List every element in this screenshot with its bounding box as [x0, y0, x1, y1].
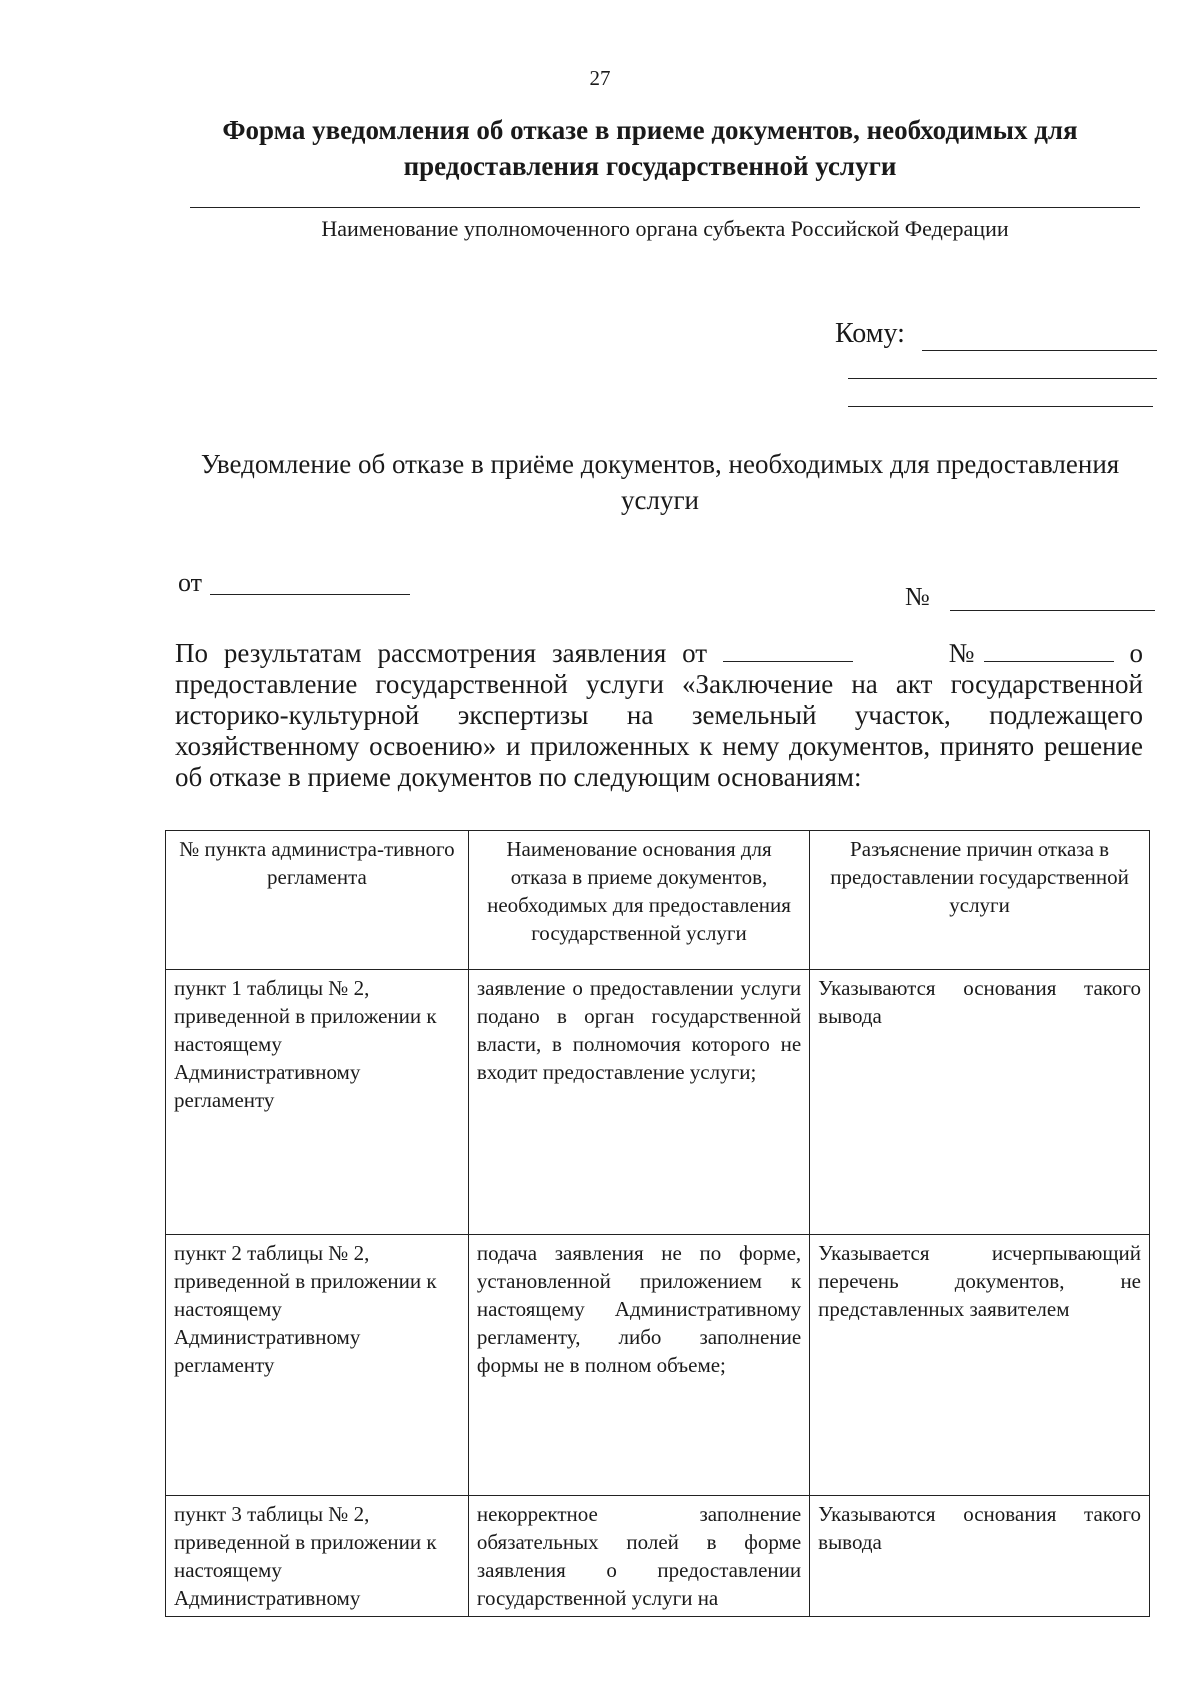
body-text-part-2: №: [948, 638, 984, 668]
notice-date-line: [210, 594, 410, 595]
notice-title: Уведомление об отказе в приёме документов, необходимых для предоставления услуги: [200, 449, 1120, 515]
org-name-caption: Наименование уполномоченного органа субъекта Российской Федерации: [321, 216, 1009, 241]
cell-point: пункт 1 таблицы № 2, приведенной в приложении к настоящему Административному регламенту: [166, 970, 469, 1235]
cell-ground: заявление о предоставлении услуги подано в орган государственной власти, в полномочия которого не входит предоставление услуги;: [468, 970, 809, 1235]
recipient-line-3: [848, 406, 1153, 407]
header-explanation: Разъяснение причин отказа в предоставлении государственной услуги: [810, 831, 1150, 970]
org-name-line: [190, 207, 1140, 208]
cell-explanation: Указываются основания такого вывода: [810, 970, 1150, 1235]
table-header-row: [166, 831, 1150, 970]
notice-date-label: от: [178, 568, 203, 597]
recipient-label: Кому:: [835, 318, 905, 349]
refusal-grounds-table: [165, 830, 1150, 1617]
cell-ground: некорректное заполнение обязательных полей в форме заявления о предоставлении государственной услуги на: [468, 1496, 809, 1617]
table-row: [166, 970, 1150, 1235]
notice-number-label: №: [905, 582, 930, 611]
recipient-block: [835, 318, 1155, 350]
notice-number-line: [950, 610, 1155, 611]
header-ground: Наименование основания для отказа в приеме документов, необходимых для предоставления государственной услуги: [468, 831, 809, 970]
table-row: [166, 1235, 1150, 1496]
table-row: [166, 1496, 1150, 1617]
cell-point: пункт 3 таблицы № 2, приведенной в приложении к настоящему Административному: [166, 1496, 469, 1617]
form-title: Форма уведомления об отказе в приеме документов, необходимых для предоставления государственной услуги: [222, 115, 1078, 181]
body-text-part-3: о предоставление государственной услуги «Заключение на акт государственной историко-культурной экспертизы на земельный участок, подлежащего хозяйственному освоению» и приложенных к нему документов, принято решение об отказе в приеме документов по следующим основаниям:: [175, 638, 1144, 792]
page-number: 27: [589, 66, 611, 90]
cell-explanation: Указываются основания такого вывода: [810, 1496, 1150, 1617]
application-number-blank: [984, 639, 1114, 662]
recipient-line-2: [848, 378, 1157, 379]
application-date-blank: [723, 639, 853, 662]
recipient-line-1: [922, 350, 1157, 351]
cell-point: пункт 2 таблицы № 2, приведенной в приложении к настоящему Административному регламенту: [166, 1235, 469, 1496]
cell-ground: подача заявления не по форме, установленной приложением к настоящему Административному регламенту, либо заполнение формы не в полном объеме;: [468, 1235, 809, 1496]
cell-explanation: Указывается исчерпывающий перечень документов, не представленных заявителем: [810, 1235, 1150, 1496]
header-point: № пункта администра-тивного регламента: [166, 831, 469, 970]
body-paragraph: [175, 638, 1143, 793]
body-text-part-1: По результатам рассмотрения заявления от: [175, 638, 708, 668]
